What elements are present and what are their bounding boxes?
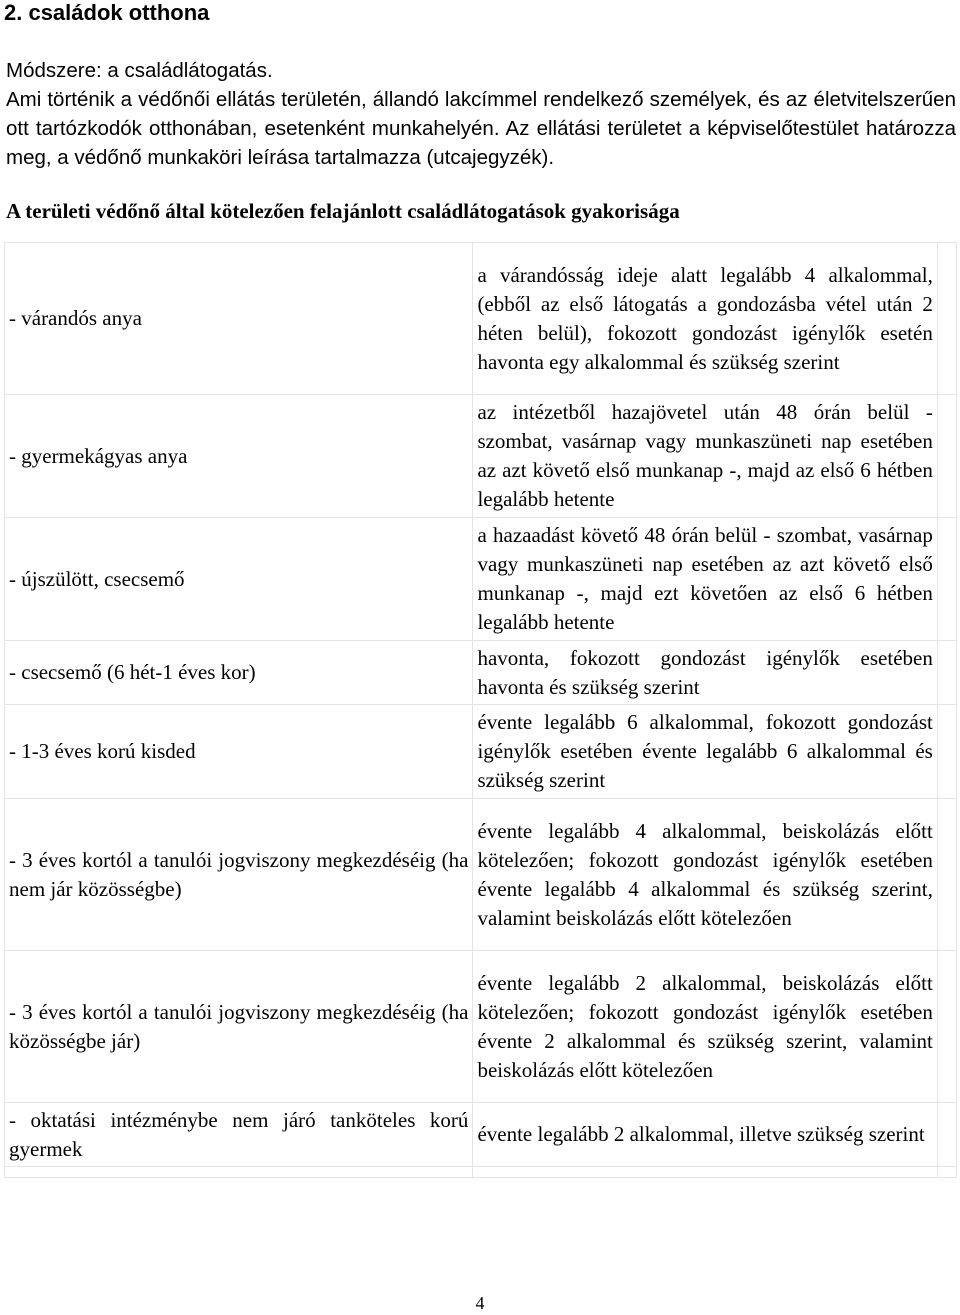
target-group-cell: - 3 éves kortól a tanulói jogviszony megkezdéséig (ha közösségbe jár): [5, 951, 473, 1103]
visit-frequency-cell: évente legalább 2 alkalommal, illetve szükség szerint: [473, 1103, 937, 1167]
target-group-cell: - újszülött, csecsemő: [5, 518, 473, 641]
empty-cell: [937, 395, 956, 518]
empty-cell: [937, 518, 956, 641]
target-group-cell: - gyermekágyas anya: [5, 395, 473, 518]
target-group-cell: - 1-3 éves korú kisded: [5, 705, 473, 799]
table-row: [5, 1103, 957, 1167]
visit-frequency-cell: évente legalább 2 alkalommal, beiskolázás előtt kötelezően; fokozott gondozást igénylők esetében évente 2 alkalommal és szükség szerint, valamint beiskolázás előtt kötelezően: [473, 951, 937, 1103]
visit-frequency-cell: havonta, fokozott gondozást igénylők esetében havonta és szükség szerint: [473, 641, 937, 705]
target-group-cell: - oktatási intézménybe nem járó tanköteles korú gyermek: [5, 1103, 473, 1167]
empty-cell: [5, 1167, 473, 1178]
visit-frequency-cell: a várandósság ideje alatt legalább 4 alkalommal, (ebből az első látogatás a gondozásba vétel után 2 héten belül), fokozott gondozást igénylők esetén havonta egy alkalommal és szükség szerint: [473, 243, 937, 395]
empty-cell: [937, 951, 956, 1103]
visit-frequency-cell: évente legalább 4 alkalommal, beiskolázás előtt kötelezően; fokozott gondozást igénylők esetében évente legalább 4 alkalommal és szükség szerint, valamint beiskolázás előtt kötelezően: [473, 799, 937, 951]
empty-cell: [937, 641, 956, 705]
empty-cell: [473, 1167, 937, 1178]
table-row: [5, 243, 957, 395]
table-row: [5, 518, 957, 641]
target-group-cell: - csecsemő (6 hét-1 éves kor): [5, 641, 473, 705]
empty-cell: [937, 705, 956, 799]
table-row: [5, 951, 957, 1103]
visit-frequency-table: [4, 242, 957, 1178]
table-row: [5, 641, 957, 705]
empty-cell: [937, 1103, 956, 1167]
table-title: A területi védőnő által kötelezően felajánlott családlátogatások gyakorisága: [6, 199, 680, 223]
intro-paragraph: Ami történik a védőnői ellátás területén, állandó lakcímmel rendelkező személyek, és az életvitelszerűen ott tartózkodók otthonában, esetenként munkahelyén. Az ellátási területet a képviselőtestület határozza meg, a védőnő munkaköri leírása tartalmazza (utcajegyzék).: [6, 88, 956, 169]
table-row: [5, 705, 957, 799]
empty-cell: [937, 1167, 956, 1178]
target-group-cell: - 3 éves kortól a tanulói jogviszony megkezdéséig (ha nem jár közösségbe): [5, 799, 473, 951]
target-group-cell: - várandós anya: [5, 243, 473, 395]
intro-text: [6, 56, 956, 172]
visit-frequency-cell: évente legalább 6 alkalommal, fokozott gondozást igénylők esetében évente legalább 6 alkalommal és szükség szerint: [473, 705, 937, 799]
visit-frequency-cell: az intézetből hazajövetel után 48 órán belül - szombat, vasárnap vagy munkaszüneti nap esetében az azt követő első munkanap -, majd az első 6 hétben legalább hetente: [473, 395, 937, 518]
page-number: 4: [475, 1293, 485, 1313]
section-heading: 2. családok otthona: [4, 0, 210, 25]
table-row: [5, 395, 957, 518]
visit-frequency-cell: a hazaadást követő 48 órán belül - szombat, vasárnap vagy munkaszüneti nap esetében az azt követő első munkanap -, majd ezt követően az első 6 hétben legalább hetente: [473, 518, 937, 641]
empty-cell: [937, 243, 956, 395]
method-line: Módszere: a családlátogatás.: [6, 59, 273, 82]
table-row: [5, 1167, 957, 1178]
empty-cell: [937, 799, 956, 951]
table-row: [5, 799, 957, 951]
